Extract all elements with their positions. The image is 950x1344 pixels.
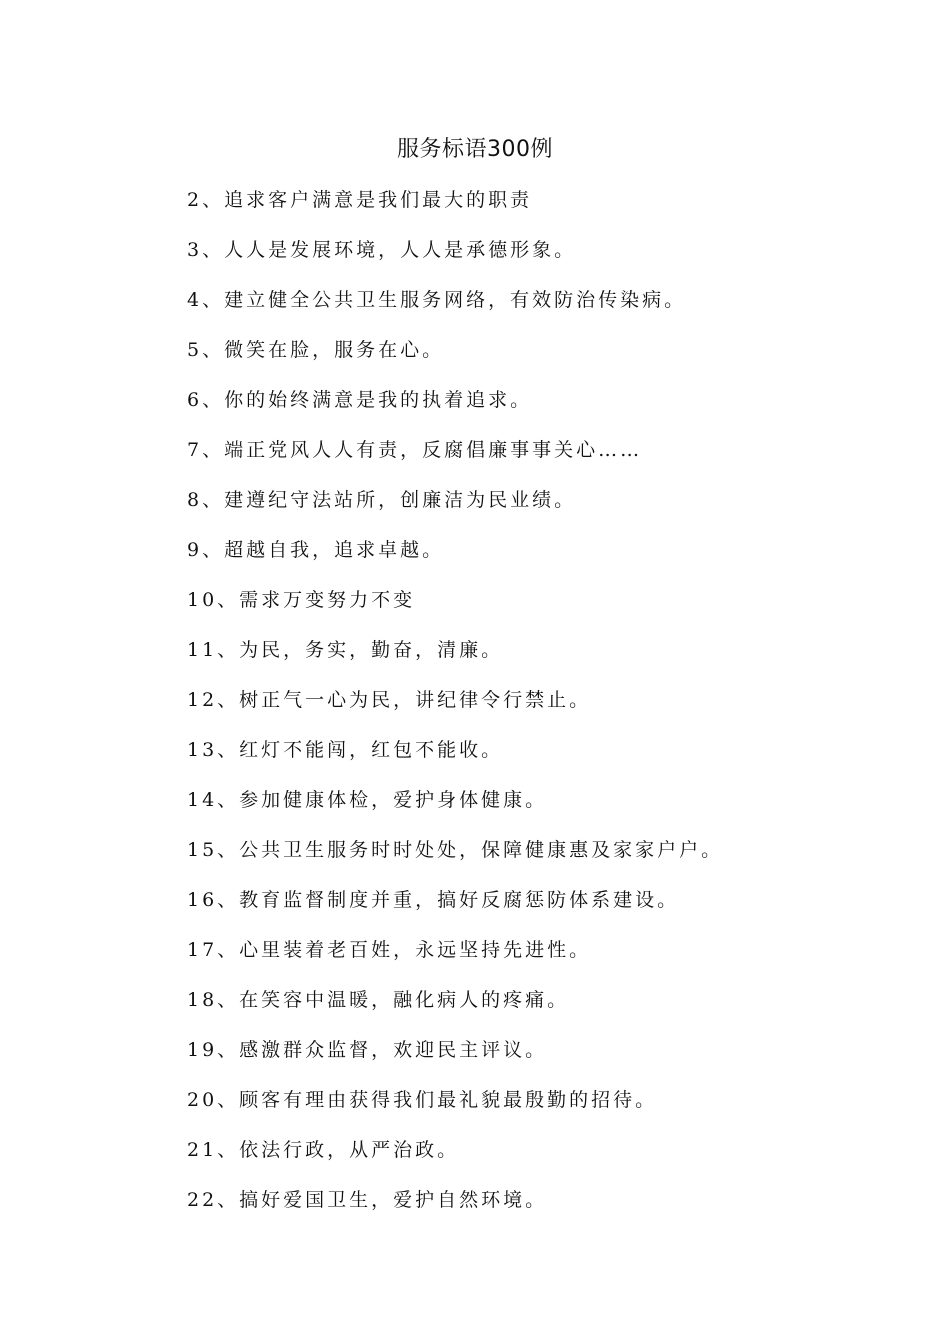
list-item: 4、建立健全公共卫生服务网络，有效防治传染病。 [187,289,687,311]
list-item: 9、超越自我，追求卓越。 [187,539,445,561]
slogan-list [187,184,887,1234]
list-item: 14、参加健康体检，爱护身体健康。 [187,789,548,811]
list-item: 17、心里装着老百姓，永远坚持先进性。 [187,939,592,961]
list-item: 20、顾客有理由获得我们最礼貌最殷勤的招待。 [187,1089,658,1111]
list-item: 2、追求客户满意是我们最大的职责 [187,189,533,211]
list-item: 22、搞好爱国卫生，爱护自然环境。 [187,1189,548,1211]
page-title: 服务标语300例 [397,137,553,162]
list-item: 15、公共卫生服务时时处处，保障健康惠及家家户户。 [187,839,724,861]
list-item: 19、感激群众监督，欢迎民主评议。 [187,1039,548,1061]
list-item: 21、依法行政，从严治政。 [187,1139,460,1161]
list-item: 18、在笑容中温暖，融化病人的疼痛。 [187,989,570,1011]
list-item: 3、人人是发展环境，人人是承德形象。 [187,239,577,261]
list-item: 13、红灯不能闯，红包不能收。 [187,739,504,761]
list-item: 12、树正气一心为民，讲纪律令行禁止。 [187,689,592,711]
list-item: 11、为民，务实，勤奋，清廉。 [187,639,504,661]
list-item: 16、教育监督制度并重，搞好反腐惩防体系建设。 [187,889,680,911]
list-item: 10、需求万变努力不变 [187,589,416,611]
list-item: 5、微笑在脸，服务在心。 [187,339,445,361]
list-item: 8、建遵纪守法站所，创廉洁为民业绩。 [187,489,577,511]
list-item: 7、端正党风人人有责，反腐倡廉事事关心…… [187,439,643,461]
list-item: 6、你的始终满意是我的执着追求。 [187,389,533,411]
